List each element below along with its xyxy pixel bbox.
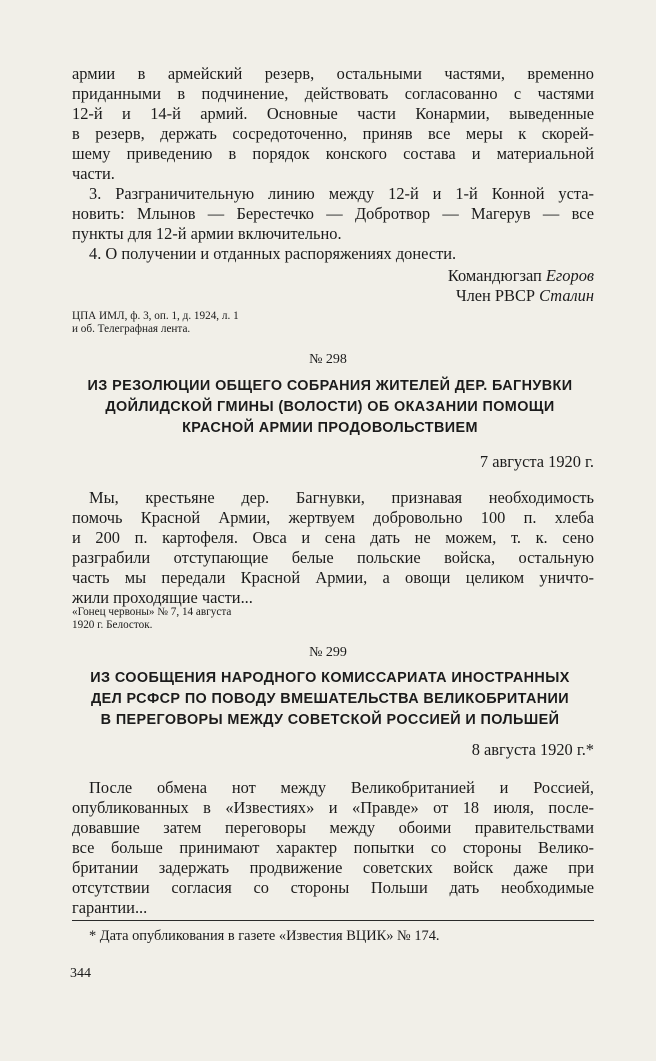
- text-line: гарантии...: [72, 898, 148, 917]
- text-line: 4. О получении и отданных распоряжениях донести.: [89, 244, 457, 263]
- archive-source: и об. Телеграфная лента.: [72, 323, 191, 335]
- text-line: 12-й и 14-й армий. Основные части Конармии, выведенные: [72, 104, 594, 123]
- heading-298: ИЗ РЕЗОЛЮЦИИ ОБЩЕГО СОБРАНИЯ ЖИТЕЛЕЙ ДЕР. БАГНУВКИ: [87, 378, 573, 394]
- text-line: части.: [72, 164, 115, 183]
- text-line: Мы, крестьяне дер. Багнувки, признавая необходимость: [89, 488, 594, 507]
- date-299: 8 августа 1920 г.*: [471, 740, 594, 759]
- newspaper-source: 1920 г. Белосток.: [72, 619, 153, 631]
- heading-298: ДОЙЛИДСКОЙ ГМИНЫ (ВОЛОСТИ) ОБ ОКАЗАНИИ ПОМОЩИ: [105, 399, 555, 415]
- heading-299: В ПЕРЕГОВОРЫ МЕЖДУ СОВЕТСКОЙ РОССИЕЙ И ПОЛЬШЕЙ: [100, 712, 560, 728]
- footnote-divider: [72, 920, 594, 921]
- newspaper-source: «Гонец червоны» № 7, 14 августа: [72, 606, 232, 618]
- text-line: довавшие затем переговоры между обоими правительствами: [72, 818, 594, 837]
- footnote: * Дата опубликования в газете «Известия ВЦИК» № 174.: [89, 928, 440, 944]
- text-line: шему приведению в порядок конского состава и материальной: [72, 144, 594, 163]
- text-line: После обмена нот между Великобританией и Россией,: [89, 778, 594, 797]
- heading-298: КРАСНОЙ АРМИИ ПРОДОВОЛЬСТВИЕМ: [182, 420, 478, 436]
- text-line: помочь Красной Армии, жертвуем добровольно 100 п. хлеба: [72, 508, 594, 527]
- text-line: и 200 п. картофеля. Овса и сена дать не можем, т. к. сено: [72, 528, 594, 547]
- text-line: 3. Разграничительную линию между 12-й и 1-й Конной уста-: [89, 184, 594, 203]
- text-line: разграбили отступающие белые польские войска, остальную: [72, 548, 594, 567]
- text-line: отсутствии согласия со стороны Польши дать необходимые: [72, 878, 594, 897]
- signature-stalin: Член РВСР Сталин: [455, 286, 594, 305]
- page-number: 344: [70, 966, 91, 981]
- document-number-298: № 298: [309, 352, 347, 367]
- text-line: новить: Млынов — Берестечко — Добротвор — Магерув — все: [72, 204, 594, 223]
- archive-source: ЦПА ИМЛ, ф. 3, оп. 1, д. 1924, л. 1: [72, 310, 239, 322]
- heading-299: ИЗ СООБЩЕНИЯ НАРОДНОГО КОМИССАРИАТА ИНОСТРАННЫХ: [90, 670, 570, 686]
- text-line: в резерв, держать сосредоточенно, приняв все меры к скорей-: [72, 124, 594, 143]
- text-line: пункты для 12-й армии включительно.: [72, 224, 342, 243]
- text-line: жили проходящие части...: [72, 588, 253, 607]
- text-line: приданными в подчинение, действовать согласованно с частями: [72, 84, 594, 103]
- signature-egorov: Командюгзап Егоров: [447, 266, 594, 285]
- heading-299: ДЕЛ РСФСР ПО ПОВОДУ ВМЕШАТЕЛЬСТВА ВЕЛИКОБРИТАНИИ: [90, 691, 570, 707]
- text-line: все больше принимают характер попытки со стороны Велико-: [72, 838, 594, 857]
- document-number-299: № 299: [309, 645, 347, 660]
- text-line: британии задержать продвижение советских войск даже при: [72, 858, 594, 877]
- text-line: армии в армейский резерв, остальными частями, временно: [72, 64, 594, 83]
- text-line: опубликованных в «Известиях» и «Правде» от 18 июля, после-: [72, 798, 594, 817]
- date-298: 7 августа 1920 г.: [479, 452, 594, 471]
- text-line: часть мы передали Красной Армии, а овощи целиком уничто-: [72, 568, 594, 587]
